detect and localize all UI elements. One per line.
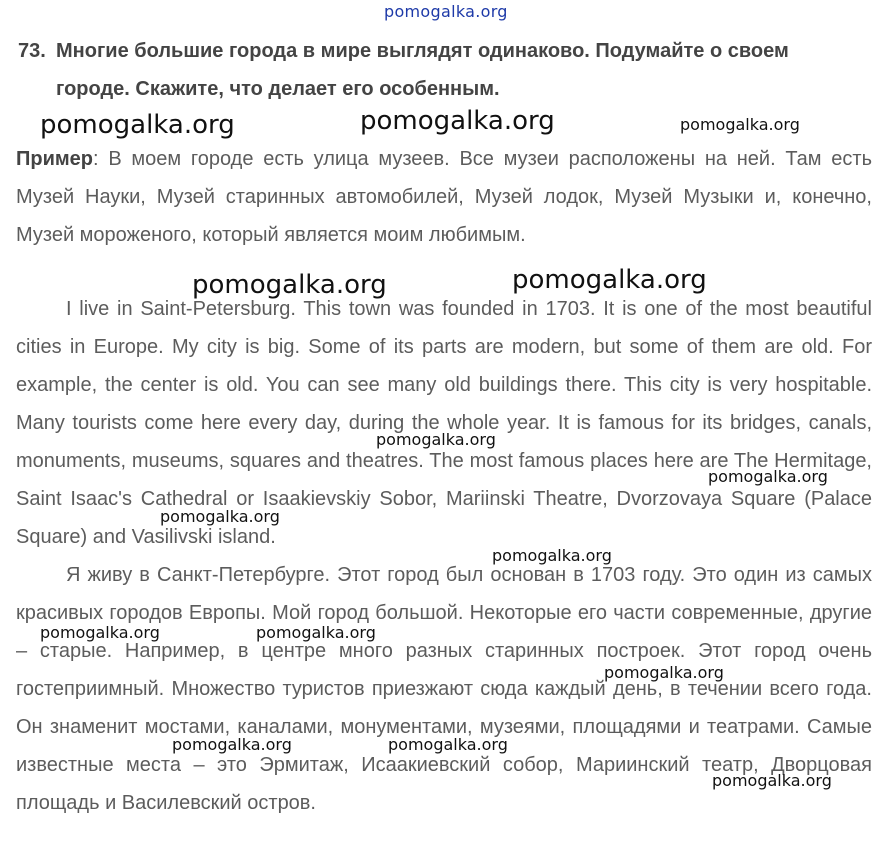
watermark: pomogalka.org bbox=[256, 623, 376, 642]
russian-paragraph: Я живу в Санкт-Петербурге. Этот город был основан в 1703 году. Это один из самых красивых городов Европы. Мой город большой. Некоторые его части современные, другие – старые. Например, в центре много разных старинных построек. Этот город очень гостеприимный. Множество туристов приезжают сюда каждый день, в течении всего года. Он знаменит мостами, каналами, монументами, музеями, площадями и театрами. Самые известные места – это Эрмитаж, Исаакиевский собор, Мариинский театр, Дворцовая площадь и Василевский остров. bbox=[16, 564, 872, 814]
watermark: pomogalka.org bbox=[512, 265, 707, 295]
watermark: pomogalka.org bbox=[192, 270, 387, 300]
watermark: pomogalka.org bbox=[388, 735, 508, 754]
watermark: pomogalka.org bbox=[360, 106, 555, 136]
task-number: 73. bbox=[18, 40, 46, 62]
watermark: pomogalka.org bbox=[40, 110, 235, 140]
watermark: pomogalka.org bbox=[680, 115, 800, 134]
example-text: : В моем городе есть улица музеев. Все музеи расположены на ней. Там есть Музей Науки, Музей старинных автомобилей, Музей лодок, Музей Музыки и, конечно, Музей мороженого, который является моим любимым. bbox=[16, 148, 872, 246]
watermark: pomogalka.org bbox=[712, 771, 832, 790]
watermark: pomogalka.org bbox=[376, 430, 496, 449]
english-paragraph: I live in Saint-Petersburg. This town was founded in 1703. It is one of the most beautiful cities in Europe. My city is big. Some of its parts are modern, but some of them are old. For example, the center is old. You can see many old buildings there. This city is very hospitable. Many tourists come here every day, during the whole year. It is famous for its bridges, canals, monuments, museums, squares and theatres. The most famous places here are The Hermitage, Saint Isaac's Cathedral or Isaakievskiy Sobor, Mariinski Theatre, Dvorzovaya Square (Palace Square) and Vasilivski island. bbox=[16, 298, 872, 548]
task-text-line1: Многие большие города в мире выглядят одинаково. Подумайте о своем bbox=[56, 40, 789, 62]
example-paragraph bbox=[16, 140, 872, 254]
watermark: pomogalka.org bbox=[708, 467, 828, 486]
watermark: pomogalka.org bbox=[604, 663, 724, 682]
watermark: pomogalka.org bbox=[40, 623, 160, 642]
watermark: pomogalka.org bbox=[492, 546, 612, 565]
watermark: pomogalka.org bbox=[172, 735, 292, 754]
watermark: pomogalka.org bbox=[160, 507, 280, 526]
task-text-line2: городе. Скажите, что делает его особенным. bbox=[56, 78, 500, 100]
site-url-header: pomogalka.org bbox=[384, 2, 508, 21]
task-heading bbox=[18, 32, 878, 108]
example-label: Пример bbox=[16, 148, 94, 170]
